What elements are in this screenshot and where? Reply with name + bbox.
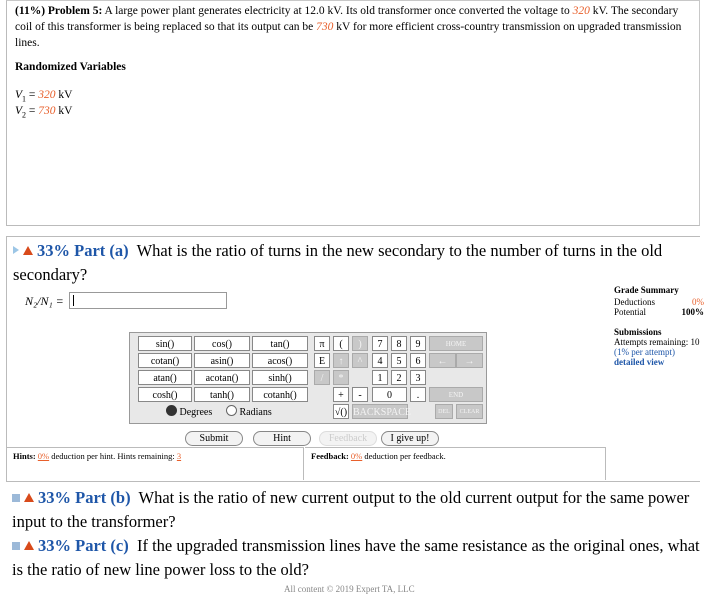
problem-text-b: kV. The secondary coil of this transformer is being replaced so that its output can be (15, 5, 678, 33)
degrees-radio[interactable] (166, 405, 212, 418)
grade-summary (614, 285, 704, 367)
calc-sinh-button[interactable]: sinh() (252, 370, 308, 385)
calc-end-button[interactable]: END (429, 387, 483, 402)
feedback-text: deduction per feedback. (362, 451, 446, 461)
calc-digit-4[interactable]: 4 (372, 353, 388, 368)
copyright-footer: All content © 2019 Expert TA, LLC (284, 584, 415, 594)
problem-text-a: A large power plant generates electricity at 12.0 kV. Its old transformer once converted the voltage to (102, 5, 572, 17)
collapsed-part-icon (12, 494, 20, 502)
calc-digit-5[interactable]: 5 (391, 353, 407, 368)
feedback-label: Feedback: (311, 451, 349, 461)
calc-cotanh-button[interactable]: cotanh() (252, 387, 308, 402)
feedback-pct: 0% (351, 451, 362, 461)
feedback-button[interactable]: Feedback (319, 431, 377, 446)
attempts-remaining: Attempts remaining: 10 (614, 337, 704, 347)
v1-eq: = (26, 89, 38, 101)
degrees-label: Degrees (180, 407, 213, 418)
hints-line (13, 451, 181, 461)
randomized-variables-header: Randomized Variables (15, 61, 126, 73)
feedback-line (311, 451, 446, 461)
collapsed-part-icon (12, 542, 20, 550)
warning-icon (24, 493, 34, 502)
radio-selected-icon (166, 405, 177, 416)
v2-value: 730 (38, 105, 55, 117)
calc-digit-8[interactable]: 8 (391, 336, 407, 351)
warning-icon (23, 246, 33, 255)
hints-label: Hints: (13, 451, 36, 461)
calc-atan-button[interactable]: atan() (138, 370, 192, 385)
problem-v2-inline: 730 (316, 21, 333, 33)
part-a-percent: 33% Part (a) (37, 241, 129, 260)
problem-prefix: (11%) Problem 5: (15, 5, 102, 17)
calc-minus-button[interactable]: - (352, 387, 368, 402)
v2-eq: = (26, 105, 38, 117)
calc-caret-button[interactable]: ^ (352, 353, 368, 368)
calc-cotan-button[interactable]: cotan() (138, 353, 192, 368)
calc-tan-button[interactable]: tan() (252, 336, 308, 351)
variable-v1 (15, 89, 72, 103)
part-b-percent: 33% Part (b) (38, 488, 131, 507)
deductions-value: 0% (692, 297, 704, 307)
per-attempt: (1% per attempt) (614, 347, 704, 357)
part-a-panel (6, 236, 700, 482)
calc-right-arrow-button[interactable]: → (456, 353, 483, 368)
calc-up-button[interactable]: ↑ (333, 353, 349, 368)
warning-icon (24, 541, 34, 550)
expand-arrow-icon[interactable] (13, 246, 19, 254)
calc-left-arrow-button[interactable]: ← (429, 353, 456, 368)
give-up-button[interactable]: I give up! (381, 431, 439, 446)
calc-decimal-button[interactable]: . (410, 387, 426, 402)
calc-del-button[interactable]: DEL (435, 404, 453, 419)
calc-home-button[interactable]: HOME (429, 336, 483, 351)
calc-digit-3[interactable]: 3 (410, 370, 426, 385)
answer-input[interactable] (69, 292, 227, 309)
calc-backspace-button[interactable]: BACKSPACE (352, 404, 408, 419)
calc-digit-9[interactable]: 9 (410, 336, 426, 351)
part-a-question: What is the ratio of turns in the new secondary to the number of turns in the old secondary? (13, 241, 662, 284)
calc-sin-button[interactable]: sin() (138, 336, 192, 351)
part-c-question: If the upgraded transmission lines have the same resistance as the original ones, what is the ratio of new line power loss to the old? (12, 536, 700, 579)
calc-open-paren-button[interactable]: ( (333, 336, 349, 351)
calc-slash-button[interactable]: / (314, 370, 330, 385)
problem-statement (15, 3, 695, 51)
problem-text-c: kV for more efficient cross-country transmission on upgraded transmission lines. (15, 21, 681, 49)
parts-b-c-panel (6, 484, 700, 590)
deductions-label: Deductions (614, 297, 655, 307)
calc-digit-7[interactable]: 7 (372, 336, 388, 351)
calc-digit-1[interactable]: 1 (372, 370, 388, 385)
calc-cosh-button[interactable]: cosh() (138, 387, 192, 402)
submissions-title: Submissions (614, 327, 704, 337)
variable-v2 (15, 105, 72, 119)
problem-panel (6, 0, 700, 226)
radians-radio[interactable] (226, 405, 272, 418)
part-a-header (13, 239, 703, 287)
calc-plus-button[interactable]: + (333, 387, 349, 402)
calculator (129, 332, 487, 424)
submit-button[interactable]: Submit (185, 431, 243, 446)
radians-label: Radians (240, 407, 272, 418)
v1-unit: kV (56, 89, 73, 101)
grade-summary-title: Grade Summary (614, 285, 704, 295)
calc-cos-button[interactable]: cos() (194, 336, 250, 351)
v2-unit: kV (56, 105, 73, 117)
detailed-view-link[interactable]: detailed view (614, 357, 704, 367)
hint-button[interactable]: Hint (253, 431, 311, 446)
part-b-header[interactable] (12, 486, 702, 534)
hints-pct: 0% (38, 451, 49, 461)
problem-v1-inline: 320 (573, 5, 590, 17)
calc-close-paren-button[interactable]: ) (352, 336, 368, 351)
calc-digit-2[interactable]: 2 (391, 370, 407, 385)
calc-tanh-button[interactable]: tanh() (194, 387, 250, 402)
hints-text: deduction per hint. Hints remaining: (49, 451, 177, 461)
v1-sub: 1 (22, 94, 26, 103)
v2-sub: 2 (22, 110, 26, 119)
calc-acotan-button[interactable]: acotan() (194, 370, 250, 385)
calc-pi-button[interactable]: π (314, 336, 330, 351)
v1-value: 320 (38, 89, 55, 101)
potential-label: Potential (614, 307, 646, 317)
part-b-question: What is the ratio of new current output to the old current output for the same power input to the transformer? (12, 488, 689, 531)
potential-value: 100% (682, 307, 704, 317)
calc-acos-button[interactable]: acos() (252, 353, 308, 368)
part-c-percent: 33% Part (c) (38, 536, 129, 555)
hints-remaining: 3 (177, 451, 181, 461)
calc-asin-button[interactable]: asin() (194, 353, 250, 368)
radio-unselected-icon (226, 405, 237, 416)
v2-name: V (15, 105, 22, 117)
v1-name: V (15, 89, 22, 101)
calc-clear-button[interactable]: CLEAR (456, 404, 483, 419)
answer-label: N₂/N₁ = (25, 294, 64, 309)
calc-digit-6[interactable]: 6 (410, 353, 426, 368)
part-c-header[interactable] (12, 534, 702, 582)
calc-star-button[interactable]: * (333, 370, 349, 385)
calc-e-button[interactable]: E (314, 353, 330, 368)
calc-digit-0[interactable]: 0 (372, 387, 407, 402)
calc-sqrt-button[interactable]: √() (333, 404, 349, 419)
